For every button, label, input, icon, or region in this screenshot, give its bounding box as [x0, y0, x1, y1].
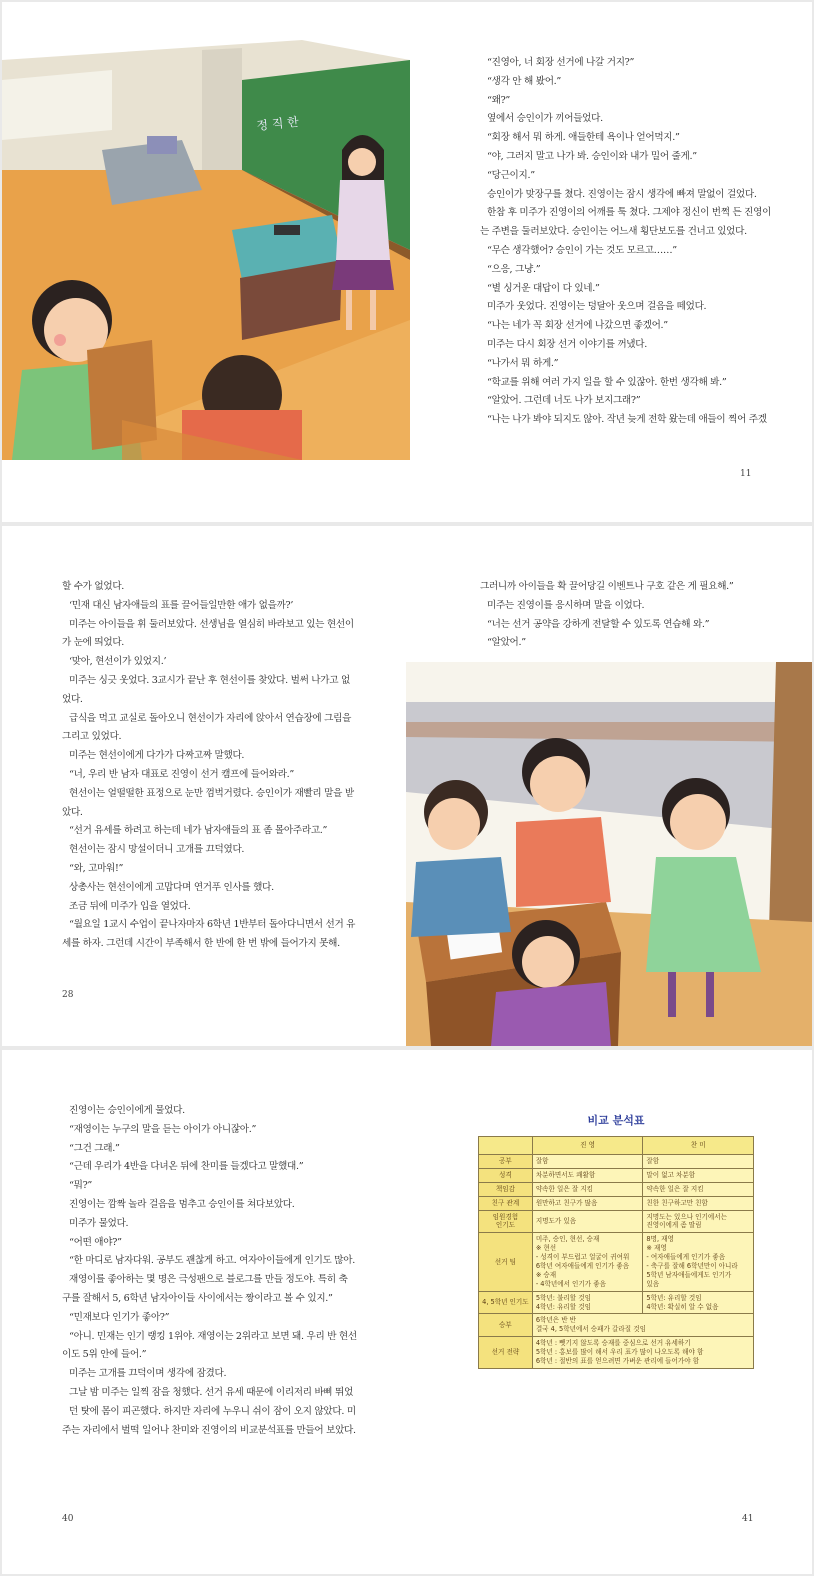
text-line: 는 주변을 둘러보았다. 승인이는 어느새 횡단보도를 건너고 있었다.	[480, 226, 747, 238]
text-line: 구를 잘해서 5, 6학년 남자아이들 사이에서는 짱이라고 볼 수 있지.”	[62, 1292, 333, 1304]
text-line: “왜?”	[487, 94, 511, 106]
text-line: 던 탓에 몸이 피곤했다. 하지만 자리에 누우니 쉬이 잠이 오지 않았다. 미	[69, 1405, 356, 1417]
text-line: “아니. 민재는 인기 랭킹 1위야. 재영이는 2위라고 보면 돼. 우리 반 현선	[69, 1330, 357, 1342]
page-29-text	[480, 578, 734, 653]
text-line: “으응, 그냥.”	[487, 263, 541, 275]
jinyoung-cell: 잘함	[532, 1155, 643, 1169]
text-line: 진영이는 승인이에게 물었다.	[69, 1105, 185, 1116]
text-line: 았다.	[62, 806, 83, 818]
text-line: “근데 우리가 4반을 다녀온 뒤에 찬미를 들겠다고 말했대.”	[69, 1161, 304, 1173]
text-line: 미주는 싱긋 웃었다. 3교시가 끝난 후 현선이를 찾았다. 벌써 나가고 없	[69, 674, 350, 686]
text-line: 그리고 있었다.	[62, 731, 122, 743]
text-line: 현선이는 얼떨떨한 표정으로 눈만 껌벅거렸다. 승인이가 재빨리 말을 받	[69, 787, 354, 799]
page-number: 11	[740, 469, 752, 479]
strategy-cell: 4학년 : 뺏기지 않도록 승재를 중심으로 선거 유세하기 5학년 : 홍보를 많이 해서 우리 표가 많이 나오도록 해야 함 6학년 : 절반의 표를 얻으려면 가벼운 관리에 들어가야 함	[532, 1337, 753, 1369]
text-line: “무슨 생각했어? 승인이 가는 것도 모르고……”	[487, 244, 677, 256]
text-line: ‘민재 대신 남자애들의 표를 끌어들일만한 애가 없을까?’	[69, 599, 294, 611]
chanmi-cell: 5학년: 유리할 것임 4학년: 확실히 알 수 없음	[643, 1291, 754, 1314]
text-line: “월요일 1교시 수업이 끝나자마자 6학년 1반부터 돌아다니면서 선거 유	[69, 919, 356, 931]
table-row	[479, 1291, 754, 1314]
page-11-text	[480, 54, 771, 430]
chanmi-cell: 8명, 재영 ※ 재영 - 여자애들에게 인기가 좋음 - 축구를 잘해 6학년만이 아니라 5학년 남자애들에게도 인기가 있음	[643, 1233, 754, 1291]
text-line: 승인이가 맞장구를 쳤다. 진영이는 잠시 생각에 빠져 말없이 걸었다.	[487, 188, 757, 200]
table-row	[479, 1168, 754, 1182]
text-line: “회장 해서 뭐 하게. 애들한테 욕이나 얻어먹지.”	[487, 132, 680, 144]
text-line: 그날 밤 미주는 일찍 잠을 청했다. 선거 유세 때문에 이리저리 바삐 뛰었	[69, 1386, 354, 1398]
text-line: 주는 자리에서 벌떡 일어나 찬미와 진영이의 비교분석표를 만들어 보았다.	[62, 1424, 356, 1436]
text-line: 미주는 다시 회장 선거 이야기를 꺼냈다.	[487, 338, 647, 350]
table-header	[479, 1137, 533, 1155]
page-28-text	[62, 578, 355, 954]
text-line: “와, 고마워!”	[69, 862, 124, 874]
text-line: 미주는 진영이를 응시하며 말을 이었다.	[487, 599, 645, 611]
text-line: “별 싱거운 대답이 다 있네.”	[487, 282, 600, 294]
text-line: “재영이는 누구의 말을 듣는 아이가 아니잖아.”	[69, 1123, 257, 1135]
spread-pages-40-41	[2, 1050, 812, 1574]
text-line: 재영이를 좋아하는 몇 명은 극성팬으로 블로그를 만들 정도야. 특히 축	[69, 1274, 348, 1286]
text-line: “한 마디로 남자다워. 공부도 괜찮게 하고. 여자아이들에게 인기도 많아.	[69, 1255, 355, 1267]
row-label: 친구 관계	[479, 1196, 533, 1210]
page-number: 41	[742, 1514, 754, 1524]
text-line: “나가서 뭐 하게.”	[487, 357, 559, 369]
text-line: “생각 안 해 봤어.”	[487, 75, 562, 87]
text-line: 미주가 물었다.	[69, 1217, 129, 1229]
text-line: 현선이는 잠시 망설이더니 고개를 끄덕였다.	[69, 844, 245, 856]
text-line: “알았어.”	[487, 637, 526, 649]
text-line: “너는 선거 공약을 강하게 전달할 수 있도록 연습해 와.”	[487, 618, 710, 630]
text-line: “야, 그러지 말고 나가 봐. 승인이와 내가 밀어 줄게.”	[487, 150, 697, 162]
page-number: 28	[62, 990, 74, 1000]
text-line: “그건 그래.”	[69, 1142, 120, 1154]
text-line: 한참 후 미주가 진영이의 어깨를 툭 쳤다. 그제야 정신이 번쩍 든 진영이	[487, 207, 772, 219]
table-header: 진 영	[532, 1137, 643, 1155]
row-label: 책임감	[479, 1182, 533, 1196]
text-line: 미주가 웃었다. 진영이는 덩달아 웃으며 걸음을 떼었다.	[487, 301, 707, 313]
text-line: “뭐?”	[69, 1180, 93, 1192]
row-label: 공부	[479, 1155, 533, 1169]
text-line: 세를 하자. 그런데 시간이 부족해서 한 반에 한 번 밖에 들어가지 못해.	[62, 938, 340, 950]
svg-text:정 직 한: 정 직 한	[255, 114, 300, 133]
text-line: “나는 나가 봐야 되지도 않아. 작년 늦게 전학 왔는데 애들이 찍어 주겠	[487, 414, 767, 426]
text-line: 급식을 먹고 교실로 돌아오니 현선이가 자리에 앉아서 연습장에 그림을	[69, 712, 352, 724]
text-line: 미주는 현선이에게 다가가 다짜고짜 말했다.	[69, 750, 245, 762]
text-line: “어떤 애야?”	[69, 1236, 122, 1248]
table-title: 비교 분석표	[587, 1114, 645, 1127]
row-label: 선거 전략	[479, 1337, 533, 1369]
text-line: 었다.	[62, 693, 83, 705]
text-line: ‘맞아, 현선이가 있었지.’	[69, 656, 167, 668]
comparison-table	[478, 1136, 754, 1369]
text-line: 옆에서 승인이가 끼어들었다.	[487, 113, 603, 125]
table-header-row	[479, 1137, 754, 1155]
text-line: “알았어. 그런데 너도 나가 보지그래?”	[487, 395, 641, 407]
text-line: “진영아, 너 회장 선거에 나갈 거지?”	[487, 57, 635, 68]
spread-pages-28-29	[2, 526, 812, 1046]
row-label: 승부	[479, 1314, 533, 1337]
text-line: 상총사는 현선이에게 고맙다며 연거푸 인사를 했다.	[69, 881, 274, 893]
text-line: 진영이는 깜짝 놀라 걸음을 멈추고 승인이를 쳐다보았다.	[69, 1198, 295, 1210]
classroom-illustration	[2, 20, 410, 460]
text-line: “민재보다 인기가 좋아?”	[69, 1311, 170, 1323]
text-line: “학교를 위해 여러 가지 일을 할 수 있잖아. 한번 생각해 봐.”	[487, 376, 727, 388]
chanmi-cell: 말이 없고 차분함	[643, 1168, 754, 1182]
chanmi-cell: 친한 친구하고만 친함	[643, 1196, 754, 1210]
table-row	[479, 1155, 754, 1169]
text-line: 그러니까 아이들을 확 끌어당길 이벤트나 구호 같은 게 필요해.”	[480, 581, 734, 592]
text-line: 이도 5위 안에 들어.”	[62, 1349, 147, 1361]
table-header: 찬 미	[643, 1137, 754, 1155]
text-line: 가 눈에 띄었다.	[62, 637, 125, 649]
jinyoung-cell: 차분하면서도 쾌활함	[532, 1168, 643, 1182]
outcome-cell: 6학년은 반 반 결국 4, 5학년에서 승패가 갈라질 것임	[532, 1314, 753, 1337]
table-row	[479, 1210, 754, 1233]
table-row	[479, 1314, 754, 1337]
jinyoung-cell: 미주, 승인, 현선, 승재 ※ 현선 - 성격이 부드럽고 얼굴이 귀여워 6학년 여자애들에게 인기가 좋음 ※ 승재 - 4학년에서 인기가 좋음	[532, 1233, 643, 1291]
chanmi-cell: 약속한 일은 잘 지킴	[643, 1182, 754, 1196]
text-line: “나는 네가 꼭 회장 선거에 나갔으면 좋겠어.”	[487, 320, 668, 332]
children-illustration	[406, 662, 812, 1046]
chanmi-cell: 잘함	[643, 1155, 754, 1169]
page-40-text	[62, 1102, 357, 1440]
text-line: “당근이지.”	[487, 169, 535, 181]
text-line: 할 수가 없었다.	[62, 581, 125, 592]
jinyoung-cell: 원만하고 친구가 많음	[532, 1196, 643, 1210]
spread-page-11	[2, 2, 812, 522]
table-row	[479, 1337, 754, 1369]
page-number: 40	[62, 1514, 74, 1524]
row-label: 선거 팀	[479, 1233, 533, 1291]
table-row	[479, 1196, 754, 1210]
text-line: 미주는 고개를 끄덕이며 생각에 잠겼다.	[69, 1368, 227, 1380]
jinyoung-cell: 지명도가 있음	[532, 1210, 643, 1233]
text-line: “너, 우리 반 남자 대표로 진영이 선거 캠프에 들어와라.”	[69, 768, 295, 780]
text-line: 미주는 아이들을 휘 둘러보았다. 선생님을 열심히 바라보고 있는 현선이	[69, 618, 354, 630]
chanmi-cell: 지명도는 있으나 인기에서는 진영이에게 좀 딸림	[643, 1210, 754, 1233]
text-line: “선거 유세를 하려고 하는데 네가 남자애들의 표 좀 몰아주라고.”	[69, 825, 328, 837]
jinyoung-cell: 약속한 일은 잘 지킴	[532, 1182, 643, 1196]
text-line: 조금 뒤에 미주가 입을 열었다.	[69, 900, 191, 912]
row-label: 임원경험 인기도	[479, 1210, 533, 1233]
jinyoung-cell: 5학년: 불리할 것임 4학년: 유리할 것임	[532, 1291, 643, 1314]
table-row	[479, 1233, 754, 1291]
row-label: 성격	[479, 1168, 533, 1182]
table-row	[479, 1182, 754, 1196]
row-label: 4, 5학년 인기도	[479, 1291, 533, 1314]
